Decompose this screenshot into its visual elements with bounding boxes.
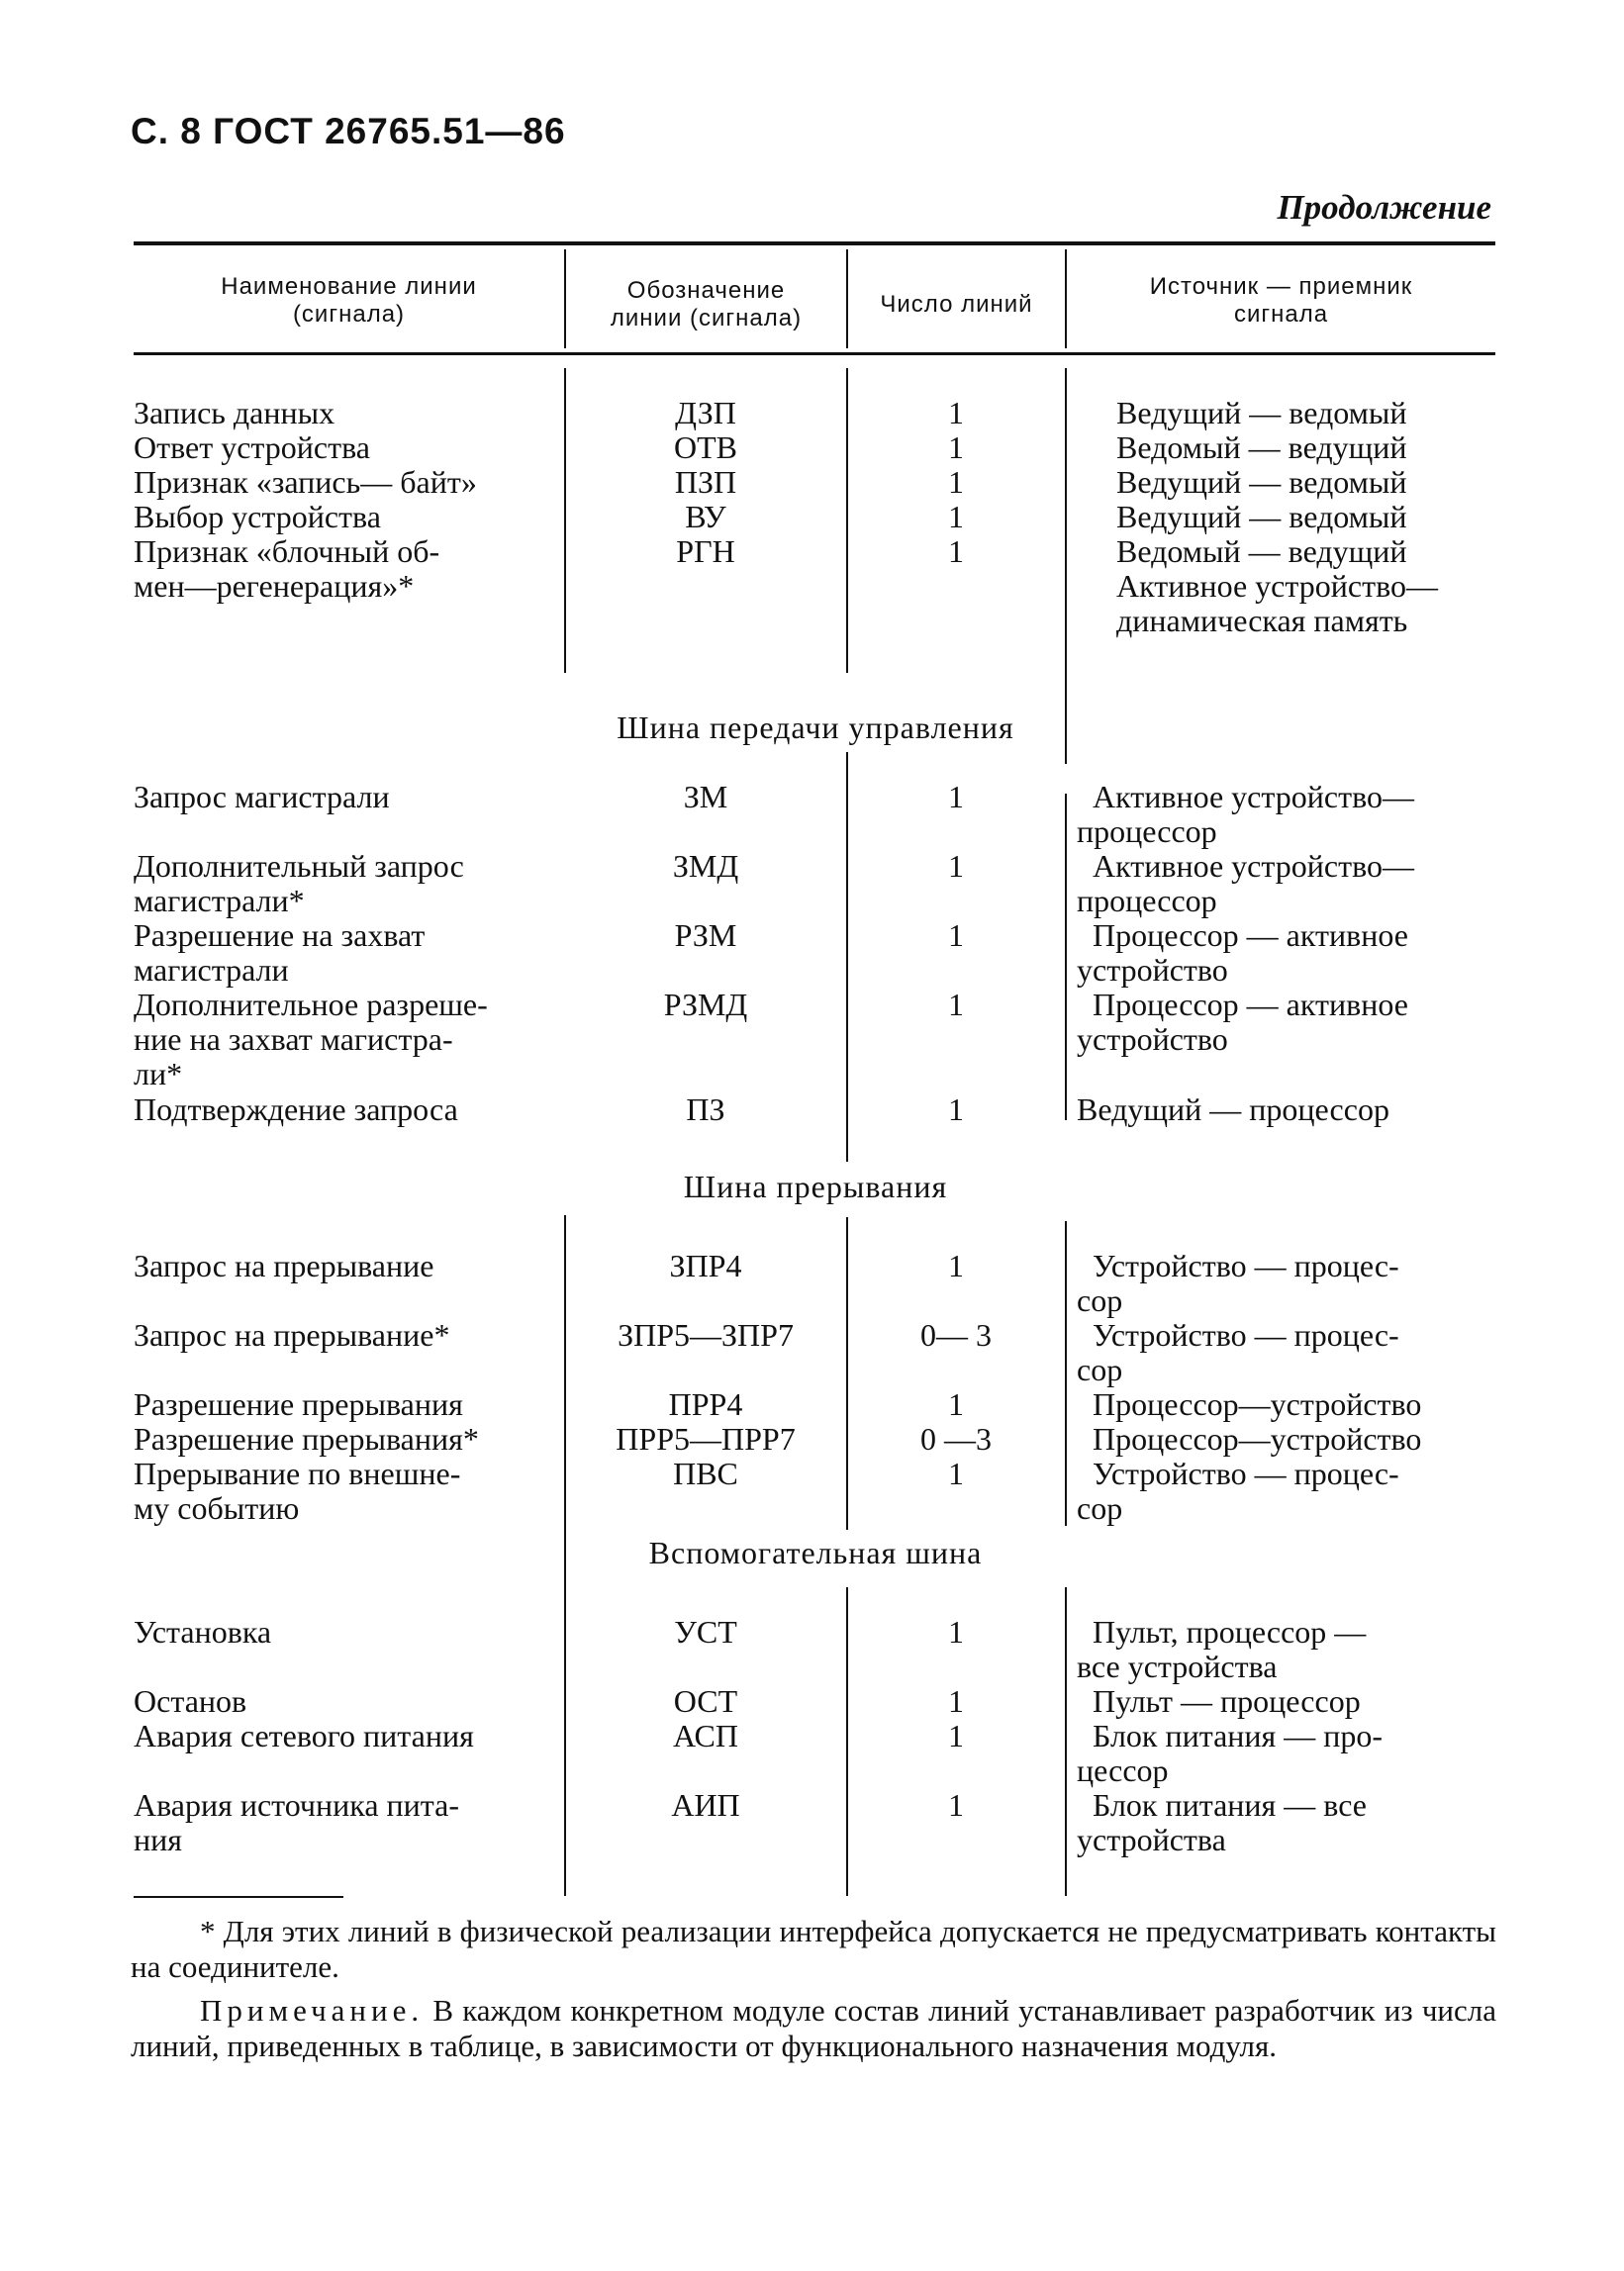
row-6-code: ЗМ <box>683 779 728 814</box>
row-2-count: 1 <box>948 429 964 465</box>
row-16-code: ПВС <box>673 1456 738 1491</box>
footnote: * Для этих линий в физической реализации интерфейса допускается не предусматривать контакты на соединителе. <box>131 1914 1496 1984</box>
column-separator-3b <box>1065 794 1067 1120</box>
row-4-source: Ведущий — ведомый <box>1116 499 1407 534</box>
row-4-count: 1 <box>948 499 964 534</box>
row-13-name: Запрос на прерывание* <box>134 1317 450 1353</box>
row-7-code: ЗМД <box>672 848 739 884</box>
column-separator-3c <box>1065 1221 1067 1526</box>
row-16-name: Прерывание по внешне- му событию <box>134 1456 461 1526</box>
row-12-code: ЗПР4 <box>669 1248 742 1283</box>
row-8-code: РЗМ <box>674 917 737 953</box>
row-21-count: 1 <box>948 1787 964 1823</box>
row-21-name: Авария источника пита- ния <box>134 1787 459 1857</box>
row-9-source: Процессор — активное устройство <box>1077 987 1408 1057</box>
row-1-count: 1 <box>948 395 964 430</box>
row-20-code: АСП <box>673 1718 738 1753</box>
row-5-count: 1 <box>948 533 964 569</box>
row-3-code: ПЗП <box>674 464 737 500</box>
row-10-name: Подтверждение запроса <box>134 1091 458 1127</box>
row-14-count: 1 <box>948 1386 964 1422</box>
row-14-code: ПРР4 <box>668 1386 743 1422</box>
table-header-rule <box>134 352 1495 355</box>
row-8-source: Процессор — активное устройство <box>1077 917 1408 988</box>
row-10-count: 1 <box>948 1091 964 1127</box>
row-13-count: 0— 3 <box>920 1317 992 1353</box>
row-2-source: Ведомый — ведущий <box>1116 429 1407 465</box>
section-title-auxiliary-bus: Вспомогательная шина <box>648 1535 983 1570</box>
row-6-count: 1 <box>948 779 964 814</box>
page-header: С. 8 ГОСТ 26765.51—86 <box>131 111 566 151</box>
row-1-code: ДЗП <box>675 395 736 430</box>
column-header-name: Наименование линии (сигнала) <box>221 273 477 328</box>
row-6-name: Запрос магистрали <box>134 779 390 814</box>
table-top-rule <box>134 241 1495 245</box>
row-20-name: Авария сетевого питания <box>134 1718 474 1753</box>
row-12-count: 1 <box>948 1248 964 1283</box>
row-14-name: Разрешение прерывания <box>134 1386 463 1422</box>
row-19-code: ОСТ <box>673 1683 738 1719</box>
row-19-name: Останов <box>134 1683 247 1719</box>
column-separator-3a <box>1065 368 1067 764</box>
row-12-source: Устройство — процес- сор <box>1077 1248 1399 1318</box>
row-20-source: Блок питания — про- цессор <box>1077 1718 1384 1788</box>
row-7-name: Дополнительный запрос магистрали* <box>134 848 464 918</box>
row-7-count: 1 <box>948 848 964 884</box>
column-separator-3d <box>1065 1587 1067 1896</box>
row-21-code: АИП <box>671 1787 740 1823</box>
row-12-name: Запрос на прерывание <box>134 1248 434 1283</box>
footnote-rule <box>134 1896 343 1898</box>
row-16-count: 1 <box>948 1456 964 1491</box>
section-title-control-bus: Шина передачи управления <box>617 710 1014 745</box>
row-3-source: Ведущий — ведомый <box>1116 464 1407 500</box>
row-18-code: УСТ <box>674 1614 737 1650</box>
row-5-name: Признак «блочный об- мен—регенерация»* <box>134 533 440 604</box>
continuation-label: Продолжение <box>1277 188 1491 227</box>
column-header-code: Обозначение линии (сигнала) <box>610 277 803 331</box>
row-20-count: 1 <box>948 1718 964 1753</box>
row-5-source: Ведомый — ведущий Активное устройство— динамическая память <box>1116 533 1438 638</box>
row-15-source: Процессор—устройство <box>1077 1421 1422 1457</box>
row-19-count: 1 <box>948 1683 964 1719</box>
row-1-source: Ведущий — ведомый <box>1116 395 1407 430</box>
column-header-count: Число линий <box>880 291 1033 318</box>
row-18-name: Установка <box>134 1614 272 1650</box>
row-21-source: Блок питания — все устройства <box>1077 1787 1367 1857</box>
row-9-code: РЗМД <box>663 987 748 1022</box>
row-6-source: Активное устройство— процессор <box>1077 779 1414 849</box>
row-15-code: ПРР5—ПРР7 <box>616 1421 796 1457</box>
row-16-source: Устройство — процес- сор <box>1077 1456 1399 1526</box>
row-3-count: 1 <box>948 464 964 500</box>
row-9-name: Дополнительное разреше- ние на захват магистра- ли* <box>134 987 488 1091</box>
row-13-code: ЗПР5—ЗПР7 <box>618 1317 794 1353</box>
section-title-interrupt-bus: Шина прерывания <box>683 1169 948 1204</box>
row-1-name: Запись данных <box>134 395 335 430</box>
row-15-name: Разрешение прерывания* <box>134 1421 479 1457</box>
row-14-source: Процессор—устройство <box>1077 1386 1422 1422</box>
row-19-source: Пульт — процессор <box>1077 1683 1361 1719</box>
row-8-name: Разрешение на захват магистрали <box>134 917 426 988</box>
row-8-count: 1 <box>948 917 964 953</box>
row-18-count: 1 <box>948 1614 964 1650</box>
row-4-name: Выбор устройства <box>134 499 381 534</box>
row-4-code: ВУ <box>685 499 726 534</box>
row-10-source: Ведущий — процессор <box>1077 1091 1389 1127</box>
row-15-count: 0 —3 <box>920 1421 992 1457</box>
row-2-name: Ответ устройства <box>134 429 370 465</box>
row-2-code: ОТВ <box>674 429 737 465</box>
note <box>131 1993 1496 2064</box>
row-5-code: РГН <box>676 533 735 569</box>
column-header-source: Источник — приемник сигнала <box>1149 273 1413 328</box>
row-9-count: 1 <box>948 987 964 1022</box>
note-label: Примечание. <box>200 1993 425 2028</box>
row-7-source: Активное устройство— процессор <box>1077 848 1414 918</box>
row-3-name: Признак «запись— байт» <box>134 464 477 500</box>
note-text: В каждом конкретном модуле состав линий устанавливает разработчик из числа линий, приведенных в таблице, в зависимости от функционального назначения модуля. <box>131 1993 1496 2063</box>
row-13-source: Устройство — процес- сор <box>1077 1317 1399 1387</box>
row-18-source: Пульт, процессор — все устройства <box>1077 1614 1367 1684</box>
row-10-code: ПЗ <box>686 1091 725 1127</box>
